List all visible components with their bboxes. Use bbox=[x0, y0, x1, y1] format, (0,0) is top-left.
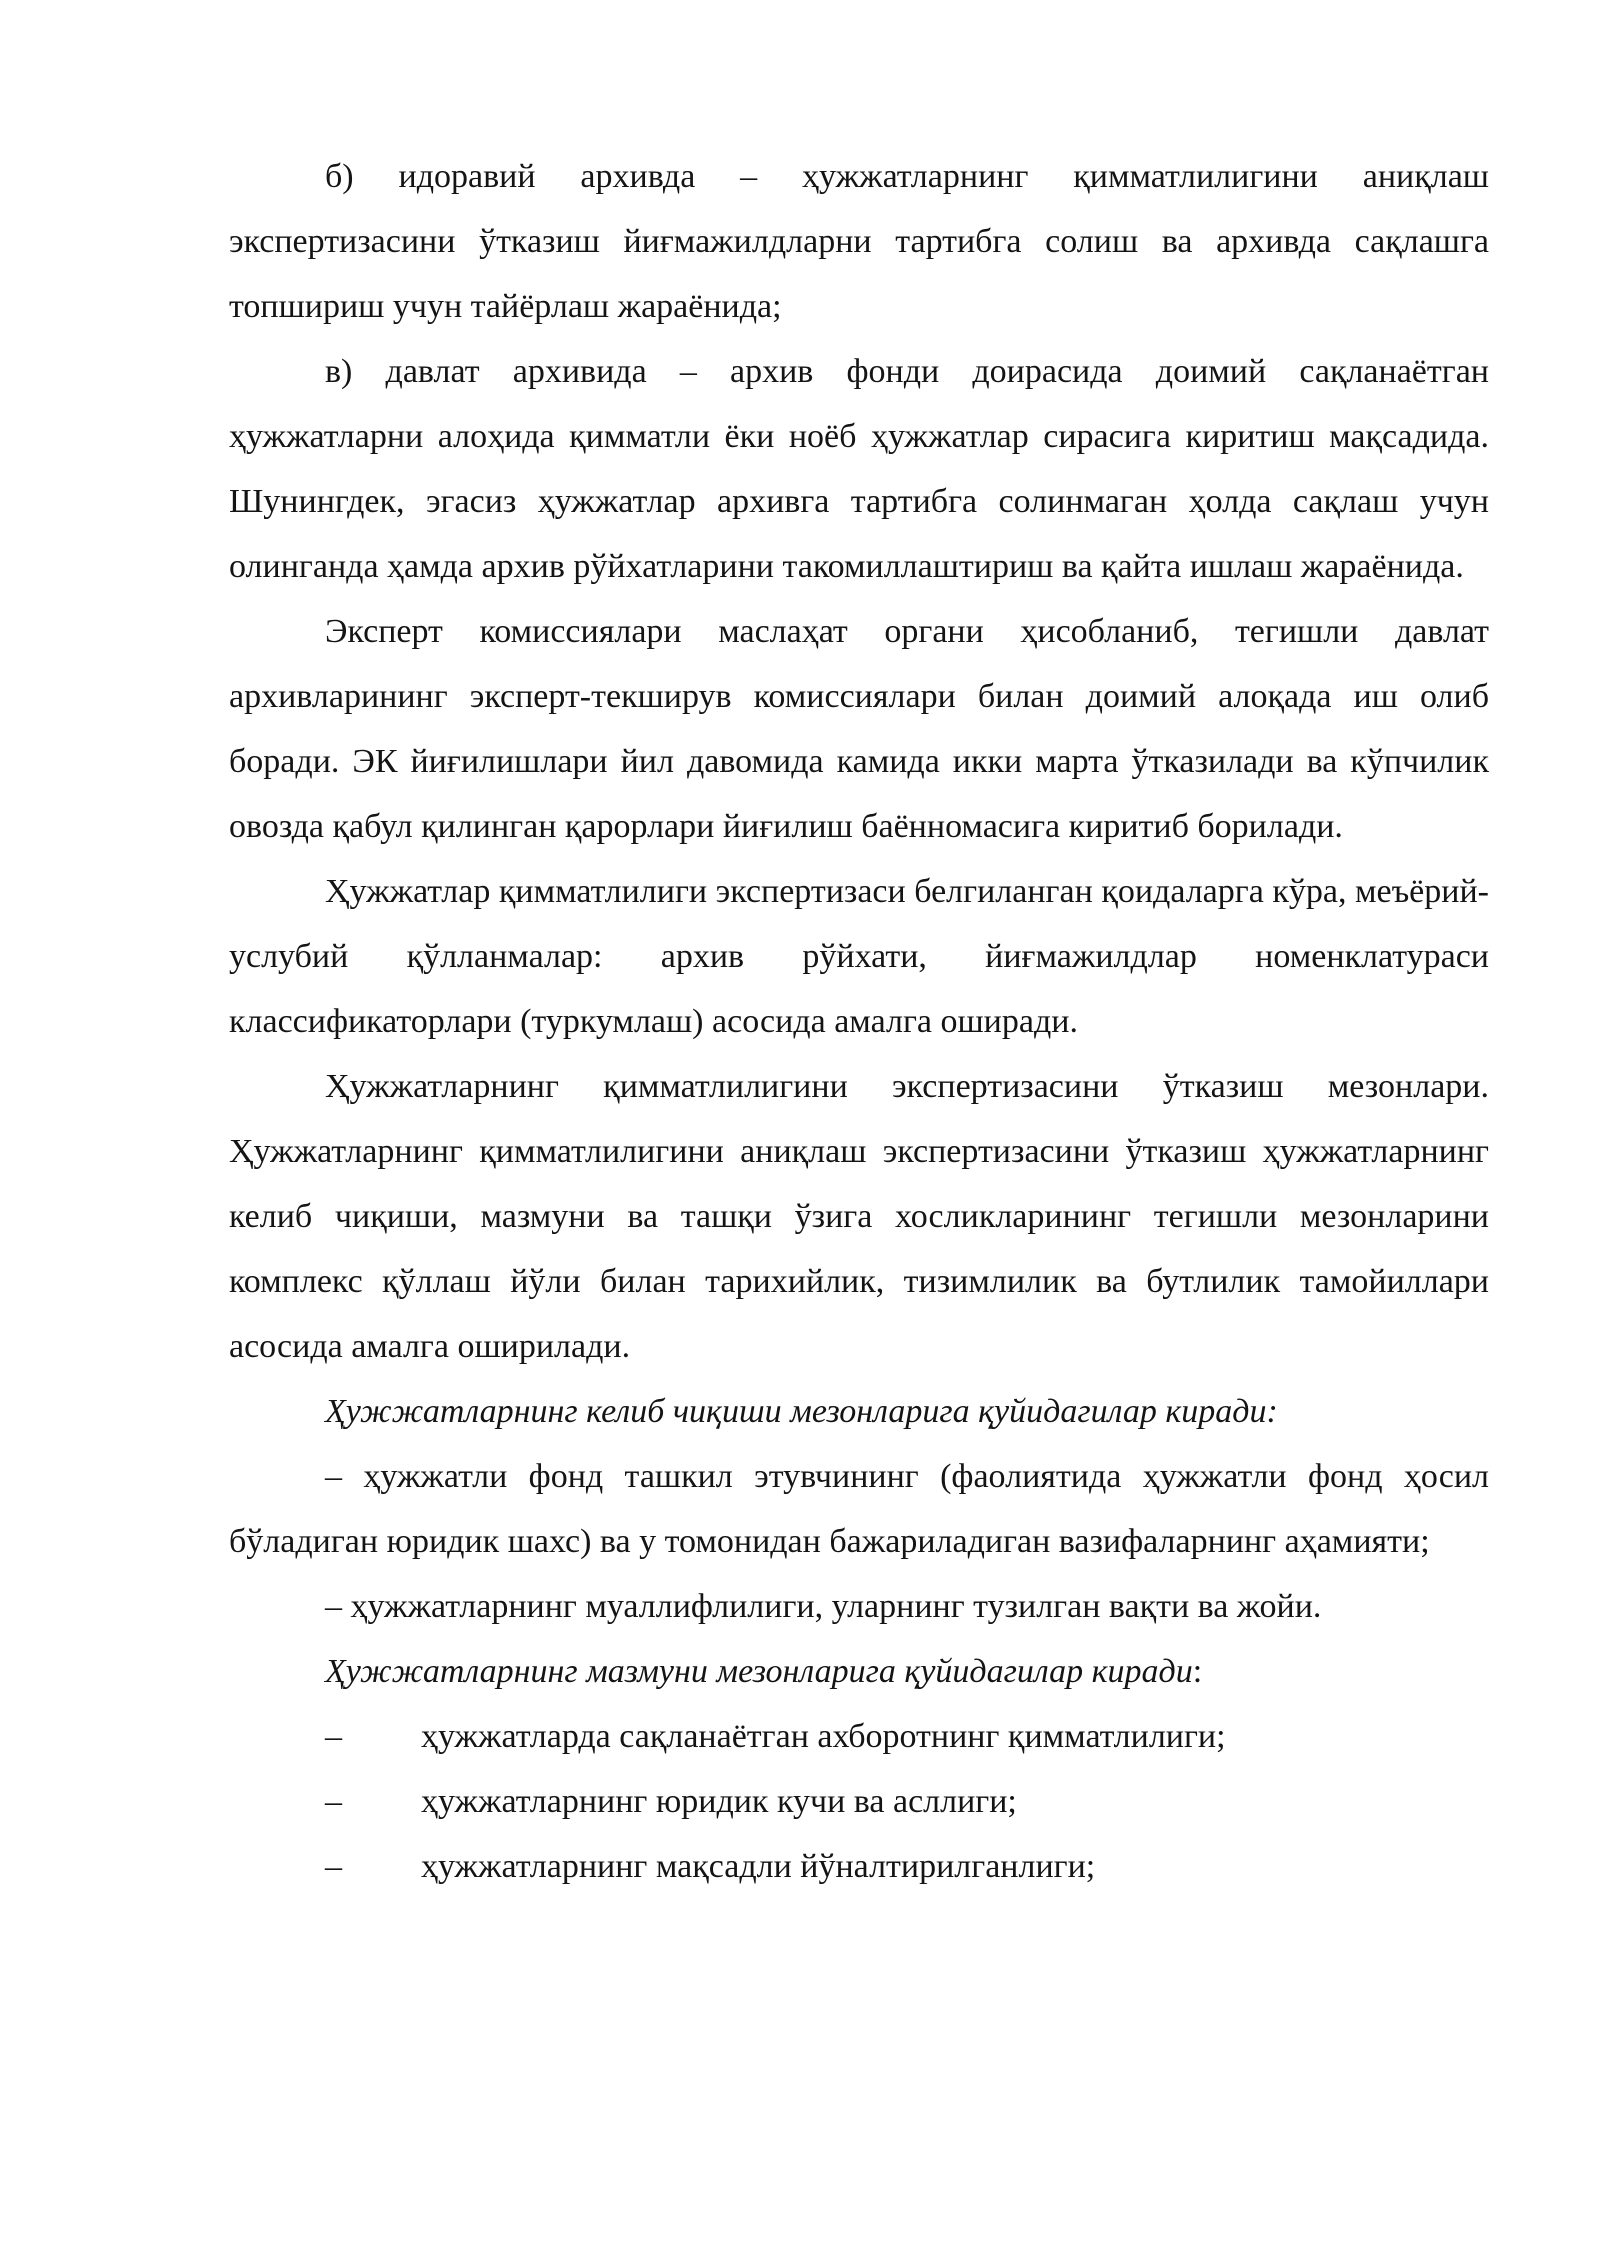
paragraph-fund-creator-importance: – ҳужжатли фонд ташкил этувчининг (фаолиятида ҳужжатли фонд ҳосил бўладиган юридик шахс) ва у томонидан бажариладиган вазифаларнинг аҳамияти; bbox=[229, 1458, 1489, 1560]
paragraph-origin-criteria-heading bbox=[229, 1379, 1489, 1444]
paragraph-expertise-criteria: Ҳужжатларнинг қимматлилигини экспертизасини ўтказиш мезонлари. Ҳужжатларнинг қимматлилигини аниқлаш экспертизасини ўтказиш ҳужжатларнинг келиб чиқиши, мазмуни ва ташқи ўзига хосликларининг тегишли мезонларини комплекс қўллаш йўли билан тарихийлик, тизимлилик ва бутлилик тамойиллари асосида амалга оширилади. bbox=[229, 1068, 1489, 1365]
list-item bbox=[229, 1834, 1489, 1899]
list-dash: – bbox=[325, 1783, 342, 1820]
paragraph-content-criteria-heading bbox=[229, 1639, 1489, 1704]
list-dash: – bbox=[325, 1718, 342, 1755]
paragraph-authorship: – ҳужжатларнинг муаллифлилиги, уларнинг тузилган вақти ва жойи. bbox=[325, 1588, 1322, 1625]
list-item-text: ҳужжатларнинг юридик кучи ва асллиги; bbox=[421, 1783, 1017, 1820]
list-dash: – bbox=[325, 1848, 342, 1885]
list-item-text: ҳужжатларда сақланаётган ахборотнинг қимматлилиги; bbox=[421, 1718, 1226, 1755]
paragraph-state-archive: в) давлат архивида – архив фонди доирасида доимий сақланаётган ҳужжатларни алоҳида қимматли ёки ноёб ҳужжатлар сирасига киритиш мақсадида. Шунингдек, эгасиз ҳужжатлар архивга тартибга солинмаган ҳолда сақлаш учун олинганда ҳамда архив рўйхатларини такомиллаштириш ва қайта ишлаш жараёнида. bbox=[229, 353, 1489, 585]
paragraph-value-expertise: Ҳужжатлар қимматлилиги экспертизаси белгиланган қоидаларга кўра, меъёрий-услубий қўлланмалар: архив рўйхати, йиғмажилдлар номенклатураси классификаторлари (туркумлаш) асосида амалга оширади. bbox=[229, 873, 1489, 1040]
content-criteria-heading-text: Ҳужжатларнинг мазмуни мезонларига қуйидагилар киради bbox=[325, 1653, 1193, 1690]
document-page bbox=[229, 144, 1489, 1899]
list-item-text: ҳужжатларнинг мақсадли йўналтирилганлиги; bbox=[421, 1848, 1096, 1885]
content-criteria-heading-colon: : bbox=[1192, 1653, 1203, 1690]
paragraph-departmental-archive: б) идоравий архивда – ҳужжатларнинг қимматлилигини аниқлаш экспертизасини ўтказиш йиғмажилдларни тартибга солиш ва архивда сақлашга топшириш учун тайёрлаш жараёнида; bbox=[229, 158, 1489, 325]
paragraph-expert-commissions: Эксперт комиссиялари маслаҳат органи ҳисобланиб, тегишли давлат архивларининг эксперт-текширув комиссиялари билан доимий алоқада иш олиб боради. ЭК йиғилишлари йил давомида камида икки марта ўтказилади ва кўпчилик овозда қабул қилинган қарорлари йиғилиш баённомасига киритиб борилади. bbox=[229, 613, 1489, 845]
list-item bbox=[229, 1769, 1489, 1834]
list-item bbox=[229, 1704, 1489, 1769]
origin-criteria-heading-text: Ҳужжатларнинг келиб чиқиши мезонларига қуйидагилар киради: bbox=[325, 1393, 1278, 1430]
